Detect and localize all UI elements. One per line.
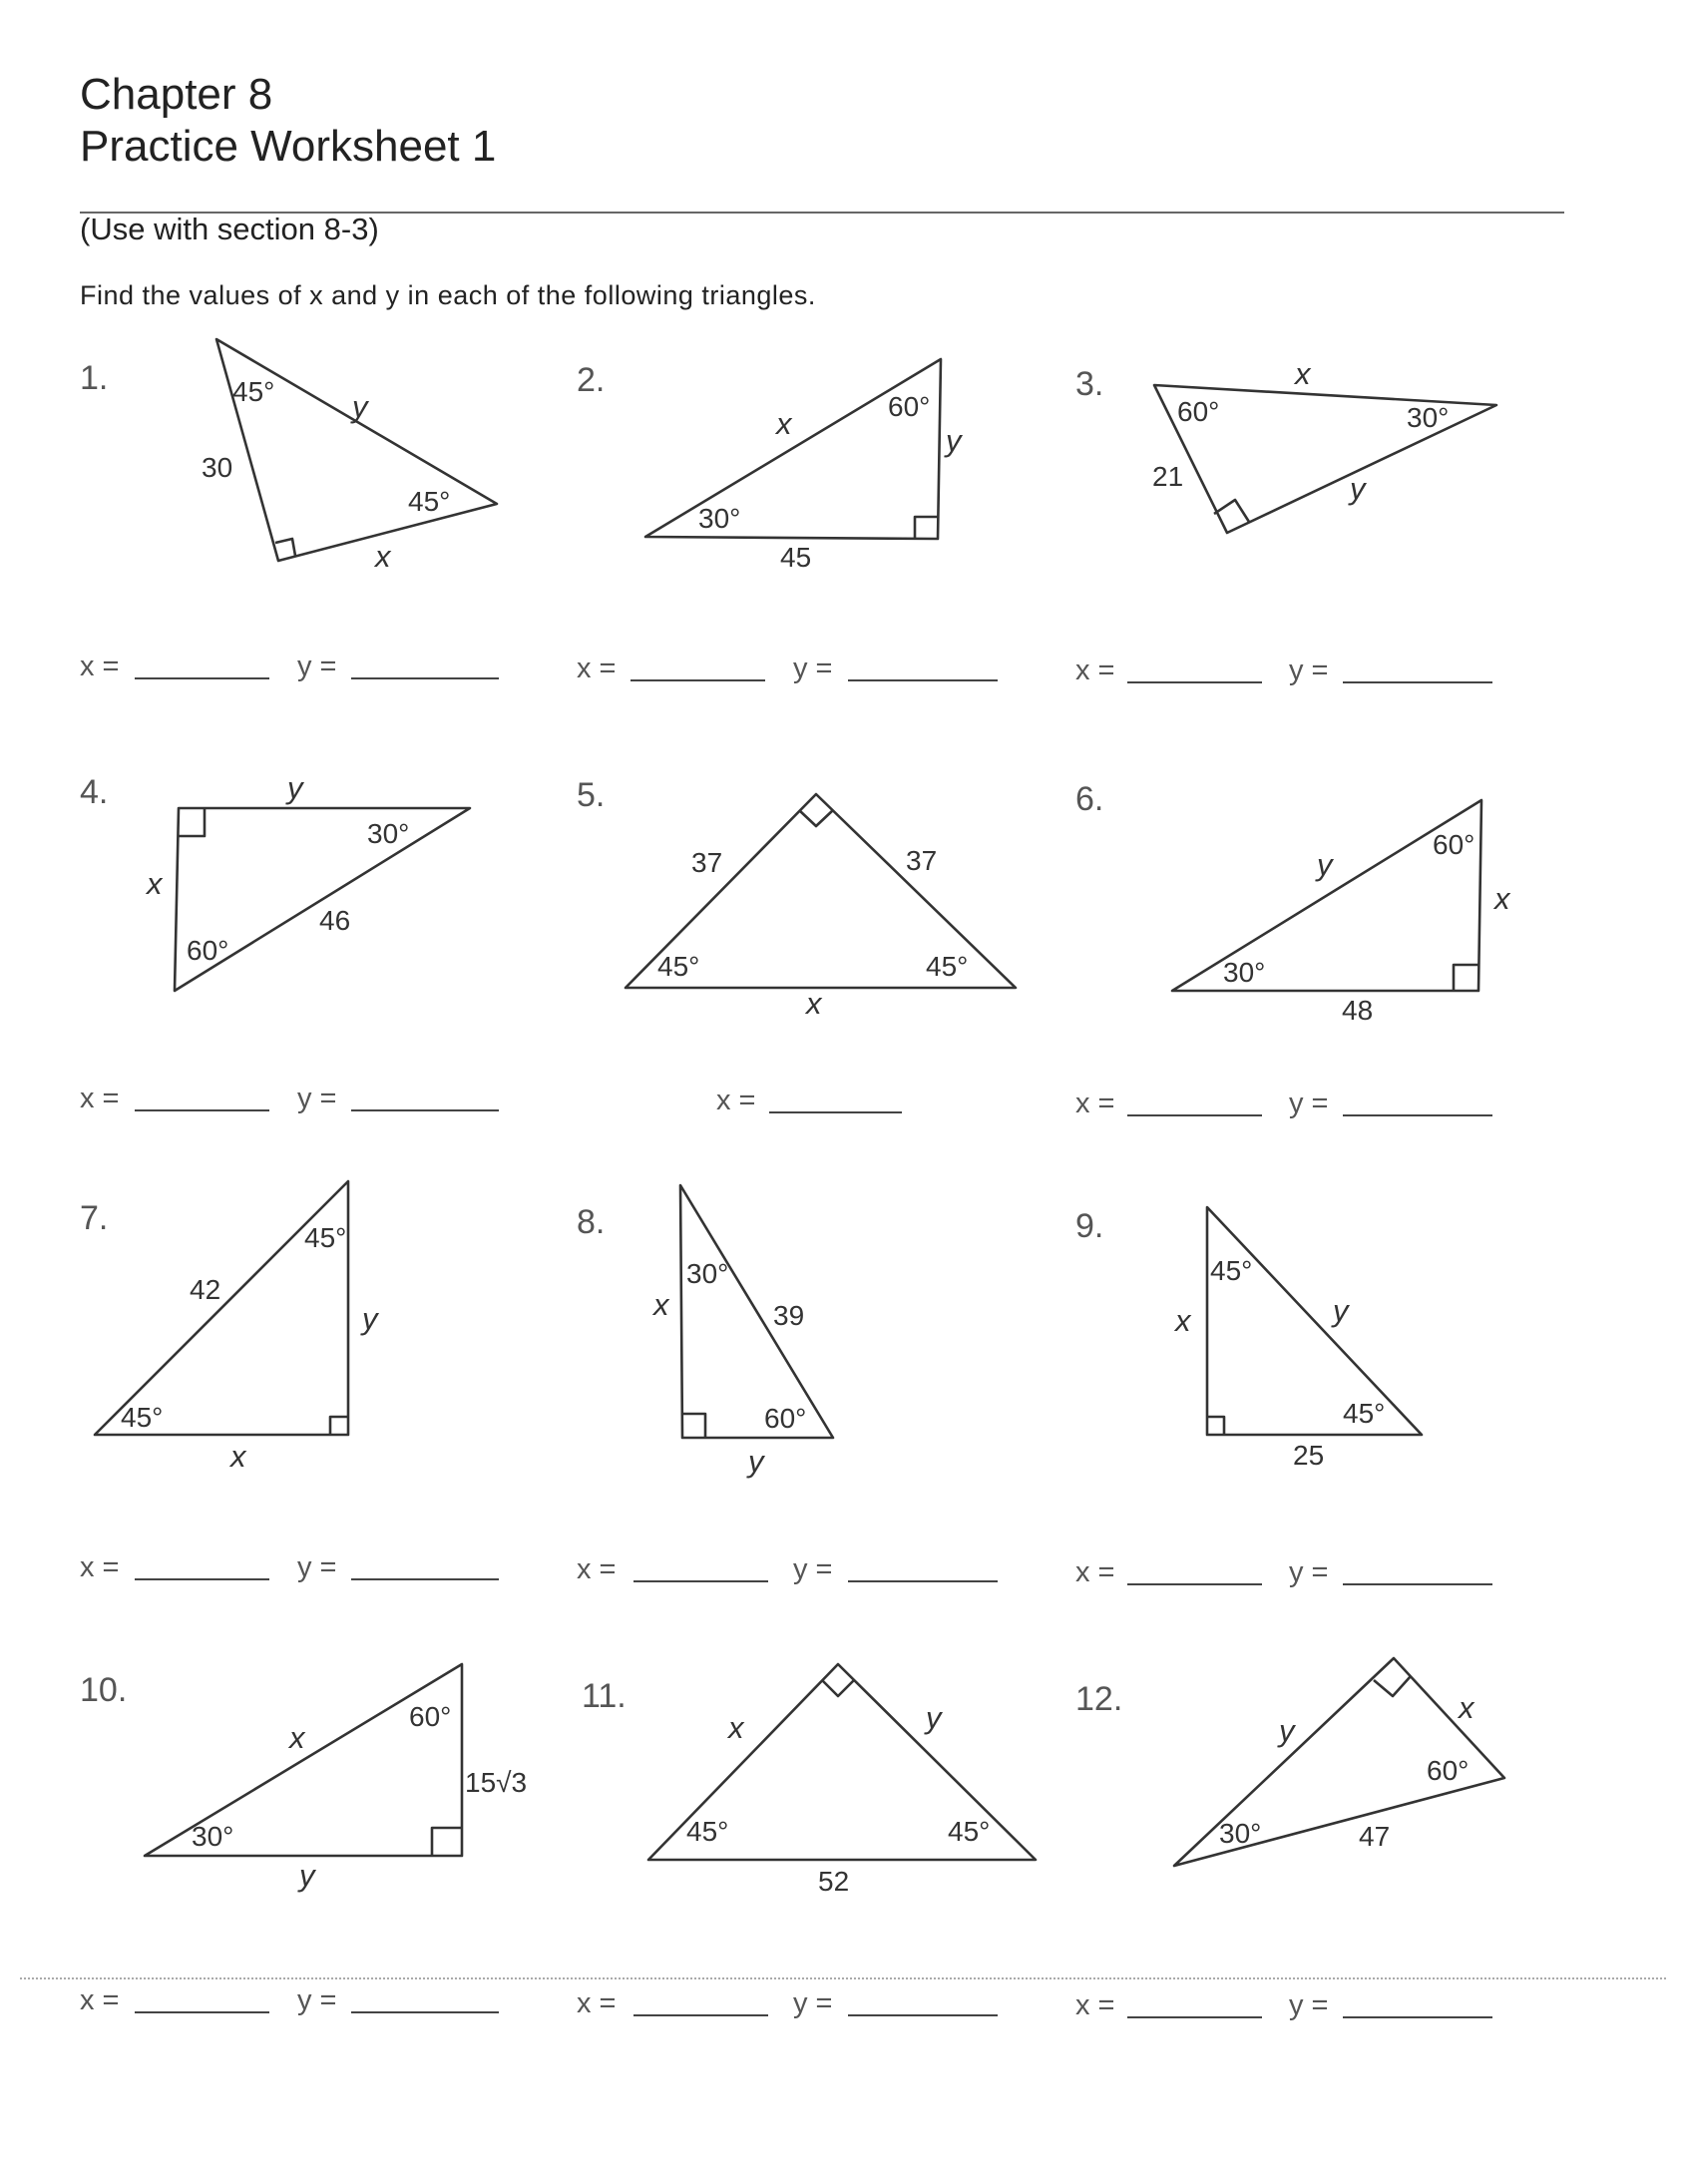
problem-4-label-1: y (287, 770, 303, 805)
problem-1-label-2: y (352, 389, 368, 424)
answer-1-x-label: x = (80, 651, 120, 682)
problem-5-label-5: x (806, 986, 822, 1021)
problem-11-label-1: x (728, 1710, 744, 1745)
right-angle-mark-10 (432, 1828, 462, 1856)
problem-2-label-1: x (776, 406, 792, 441)
problem-3-number: 3. (1075, 365, 1104, 403)
problem-12-number: 12. (1075, 1680, 1123, 1718)
right-angle-mark-6 (1454, 965, 1478, 991)
problem-6-label-2: 60° (1433, 829, 1475, 860)
answer-7-x-label: x = (80, 1551, 120, 1583)
problem-10-label-3: 15√3 (465, 1767, 528, 1798)
answer-4-y-label: y = (297, 1083, 337, 1114)
problem-7-label-2: 42 (190, 1274, 221, 1305)
instructions: Find the values of x and y in each of the following triangles. (80, 280, 816, 310)
right-angle-mark-11 (822, 1680, 854, 1696)
answer-9-y-label: y = (1289, 1556, 1329, 1588)
problem-4-label-5: 60° (187, 935, 229, 966)
problem-9-label-1: 45° (1210, 1255, 1253, 1286)
scan-edge-divider (20, 1977, 1666, 1979)
problem-5-label-4: 45° (926, 951, 969, 982)
worksheet-title: Practice Worksheet 1 (80, 122, 497, 171)
problem-3-label-4: 21 (1152, 461, 1184, 492)
problem-9-label-4: 45° (1343, 1398, 1386, 1429)
right-angle-mark-7 (330, 1417, 348, 1435)
problem-6-label-1: y (1317, 847, 1333, 882)
problem-9-label-3: y (1333, 1293, 1349, 1328)
problem-2-label-5: 45 (780, 542, 812, 573)
triangle-8 (680, 1185, 833, 1438)
problem-6-number: 6. (1075, 780, 1104, 818)
problem-11-label-5: 52 (818, 1866, 850, 1897)
problem-9-label-5: 25 (1293, 1440, 1325, 1471)
problem-4-number: 4. (80, 773, 109, 811)
problem-7-label-4: 45° (121, 1402, 164, 1433)
triangle-1 (216, 339, 497, 561)
problem-8-label-2: x (653, 1287, 669, 1322)
problem-6-label-4: 30° (1223, 957, 1266, 988)
answer-5-x-label: x = (716, 1085, 756, 1116)
right-angle-mark-8 (682, 1414, 705, 1438)
right-angle-mark-2 (915, 517, 938, 539)
answer-6-y-label: y = (1289, 1088, 1329, 1119)
problem-2-label-2: 60° (888, 391, 931, 422)
answer-6-x-label: x = (1075, 1088, 1115, 1119)
answer-2-y-label: y = (793, 653, 833, 684)
problem-10-label-1: 60° (409, 1701, 452, 1732)
problem-8-number: 8. (577, 1203, 606, 1241)
triangle-9 (1207, 1207, 1422, 1435)
problem-1-label-4: 45° (408, 486, 451, 517)
problem-8-label-3: 39 (773, 1300, 805, 1331)
right-angle-mark-4 (178, 808, 205, 836)
problem-12-label-4: 30° (1219, 1818, 1262, 1849)
problem-10-number: 10. (80, 1671, 128, 1709)
problem-1-label-1: 45° (232, 376, 275, 407)
chapter-heading: Chapter 8 (80, 70, 273, 119)
problem-4-label-2: 30° (367, 818, 410, 849)
problem-5-label-1: 37 (691, 847, 723, 878)
answer-8-y-label: y = (793, 1553, 833, 1585)
problem-11-label-4: 45° (948, 1816, 991, 1847)
answer-4-x-label: x = (80, 1083, 120, 1114)
problem-4-label-4: 46 (319, 905, 351, 936)
problem-4-label-3: x (147, 866, 163, 901)
problem-3-label-5: y (1350, 471, 1366, 506)
answer-9-x-label: x = (1075, 1556, 1115, 1588)
answer-11-y-label: y = (793, 1987, 833, 2019)
problem-8-label-4: 60° (764, 1403, 807, 1434)
answer-7-y-label: y = (297, 1551, 337, 1583)
problem-6-label-5: 48 (1342, 995, 1374, 1026)
problem-7-label-3: y (362, 1301, 378, 1336)
problem-7-number: 7. (80, 1199, 109, 1237)
problem-12-label-3: 60° (1427, 1755, 1470, 1786)
problem-7-label-5: x (230, 1439, 246, 1474)
problem-1-number: 1. (80, 359, 109, 397)
problem-1-label-5: x (375, 539, 391, 574)
problem-8-label-1: 30° (686, 1258, 729, 1289)
problem-11-number: 11. (582, 1677, 627, 1715)
right-angle-mark-9 (1207, 1417, 1224, 1435)
problem-12-label-5: 47 (1359, 1821, 1391, 1852)
answer-3-x-label: x = (1075, 655, 1115, 686)
answer-3-y-label: y = (1289, 655, 1329, 686)
problem-2-label-4: 30° (698, 503, 741, 534)
problem-12-label-1: y (1279, 1713, 1295, 1748)
answer-10-x-label: x = (80, 1984, 120, 2016)
answer-12-x-label: x = (1075, 1989, 1115, 2021)
problem-11-label-3: 45° (686, 1816, 729, 1847)
problem-10-label-4: 30° (192, 1821, 234, 1852)
problem-1-label-3: 30 (202, 452, 233, 483)
problem-3-label-2: 60° (1177, 396, 1220, 427)
problem-5-label-2: 37 (906, 845, 938, 876)
triangle-2 (645, 359, 941, 539)
problem-10-label-5: y (299, 1858, 315, 1893)
problem-8-label-5: y (748, 1444, 764, 1479)
problem-2-label-3: y (946, 423, 962, 458)
problem-7-label-1: 45° (304, 1222, 347, 1253)
answer-8-x-label: x = (577, 1553, 617, 1585)
problem-10-label-2: x (289, 1720, 305, 1755)
problem-9-label-2: x (1175, 1303, 1191, 1338)
problem-5-label-3: 45° (657, 951, 700, 982)
right-angle-mark-12 (1374, 1676, 1411, 1696)
right-angle-mark-5 (799, 810, 833, 826)
problem-2-number: 2. (577, 361, 606, 399)
problem-5-number: 5. (577, 776, 606, 814)
problem-3-label-3: 30° (1407, 402, 1450, 433)
answer-12-y-label: y = (1289, 1989, 1329, 2021)
problem-6-label-3: x (1494, 881, 1510, 916)
problem-9-number: 9. (1075, 1207, 1104, 1245)
triangle-7 (95, 1181, 348, 1435)
answer-11-x-label: x = (577, 1987, 617, 2019)
problem-3-label-1: x (1295, 356, 1311, 391)
section-note: (Use with section 8-3) (80, 212, 379, 246)
answer-2-x-label: x = (577, 653, 617, 684)
problem-12-label-2: x (1459, 1690, 1474, 1725)
answer-10-y-label: y = (297, 1984, 337, 2016)
right-angle-mark-1 (275, 539, 295, 556)
answer-1-y-label: y = (297, 651, 337, 682)
problem-11-label-2: y (926, 1700, 942, 1735)
